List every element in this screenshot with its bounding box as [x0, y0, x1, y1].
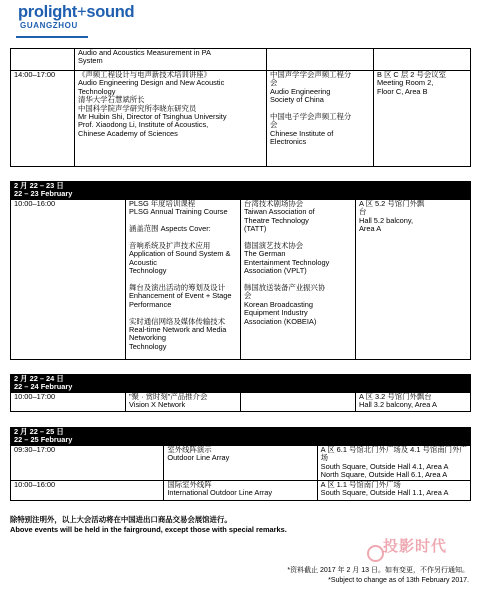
- time-cell: [11, 49, 75, 71]
- event-cell: 国际室外线阵 International Outdoor Line Array: [164, 480, 317, 500]
- footer-en: *Subject to change as of 13th February 2017.: [328, 577, 469, 584]
- date-header: [11, 182, 471, 200]
- logo-underline: [16, 36, 88, 38]
- note-cn: 除特别注明外，以上大会活动将在中国进出口商品交易会展馆进行。: [10, 515, 232, 524]
- schedule-block-2: [10, 181, 471, 360]
- schedule-block-3: [10, 374, 471, 412]
- venue-cell: A 区 3.2 号馆门外飘台 Hall 3.2 balcony, Area A: [356, 392, 471, 411]
- table-row: [11, 445, 471, 480]
- time-cell: 14:00–17:00: [11, 71, 75, 167]
- organizer-cell: [267, 49, 374, 71]
- venue-cell: A 区 5.2 号馆门外飘 台 Hall 5.2 balcony, Area A: [356, 199, 471, 359]
- date-header: [11, 428, 471, 446]
- event-cell: 《声频工程设计与电声新技术培训讲座》 Audio Engineering Design and New Acoustic Technology 清华大学石慧斌所长 中国科学院声学研究所李晓东研究员 Mr Huibin Shi, Director of Tsinghua University Prof. Xiaodong Li, Institute of Acoustics, Chinese Academy of Sciences: [75, 71, 267, 167]
- event-cell: "聚 · 赏时刻"产品推介会 Vision X Network: [126, 392, 241, 411]
- date-en: 22 – 24 February: [14, 382, 73, 392]
- event-cell: Audio and Acoustics Measurement in PA System: [75, 49, 267, 71]
- table-row: [11, 392, 471, 411]
- date-en: 22 – 23 February: [14, 189, 73, 199]
- time-cell: 09:30–17:00: [11, 445, 164, 480]
- time-cell: 10:00–17:00: [11, 392, 126, 411]
- logo-city: GUANGZHOU: [20, 21, 78, 30]
- organizer-cell: 中国声学学会声频工程分 会 Audio Engineering Society of China 中国电子学会声频工程分 会 Chinese Institute of Electronics: [267, 71, 374, 167]
- venue-cell: A 区 6.1 号馆北门外广场及 4.1 号馆南门外广场 South Square, Outside Hall 4.1, Area A North Square, Outside Hall 6.1, Area A: [317, 445, 470, 480]
- venue-cell: [374, 49, 471, 71]
- date-cn: 2 月 22 – 24 日: [14, 374, 64, 383]
- watermark-icon: [367, 545, 384, 562]
- organizer-cell: 台湾技术剧场协会 Taiwan Association of Theatre Technology (TATT) 德国演艺技术协会 The German Entertainment Technology Association (VPLT) 韩国放送装备产业振兴协 会 Korean Broadcasting Equipment Industry Association (KOBEIA): [241, 199, 356, 359]
- logo-plus: +: [77, 3, 87, 21]
- event-cell: PLSG 年度培训课程 PLSG Annual Training Course 涵盖范围 Aspects Cover: 音响系统及扩声技术应用 Application of Sound System & Acoustic Technology 舞台及演出活动的筹划及设计 Enhancement of Event + Stage Performance 实时通信网络及媒体传输技术 Real-time Network and Media Networking Technology: [126, 199, 241, 359]
- prolight-sound-logo: [18, 4, 134, 30]
- date-header-cell: [11, 182, 471, 200]
- organizer-cell: [241, 392, 356, 411]
- logo-brand-b: sound: [86, 3, 135, 21]
- table-row: [11, 71, 471, 167]
- schedule-block-4: [10, 427, 471, 501]
- watermark: 投影时代: [383, 538, 448, 555]
- table-row: [11, 480, 471, 500]
- date-en: 22 – 25 February: [14, 435, 73, 445]
- footer-cn: *资料截止 2017 年 2 月 13 日。如有变更，不作另行通知。: [287, 567, 469, 574]
- table-row: [11, 199, 471, 359]
- event-cell: 室外线阵演示 Outdoor Line Array: [164, 445, 317, 480]
- schedule-block-1: [10, 48, 471, 167]
- logo-brand-a: prolight: [18, 3, 77, 21]
- venue-cell: B 区 C 层 2 号会议室 Meeting Room 2, Floor C, Area B: [374, 71, 471, 167]
- date-cn: 2 月 22 – 23 日: [14, 181, 64, 190]
- venue-notes: [10, 515, 287, 535]
- logo-wordmark: [18, 4, 134, 21]
- date-cn: 2 月 22 – 25 日: [14, 427, 64, 436]
- time-cell: 10:00–16:00: [11, 480, 164, 500]
- date-header: [11, 375, 471, 393]
- footer-note: [287, 566, 469, 586]
- time-cell: 10:00–16:00: [11, 199, 126, 359]
- venue-cell: A 区 1.1 号馆南门外广场 South Square, Outside Hall 1.1, Area A: [317, 480, 470, 500]
- note-en: Above events will be held in the fairground, except those with special remarks.: [10, 525, 287, 534]
- date-header-cell: [11, 375, 471, 393]
- table-row: [11, 49, 471, 71]
- date-header-cell: [11, 428, 471, 446]
